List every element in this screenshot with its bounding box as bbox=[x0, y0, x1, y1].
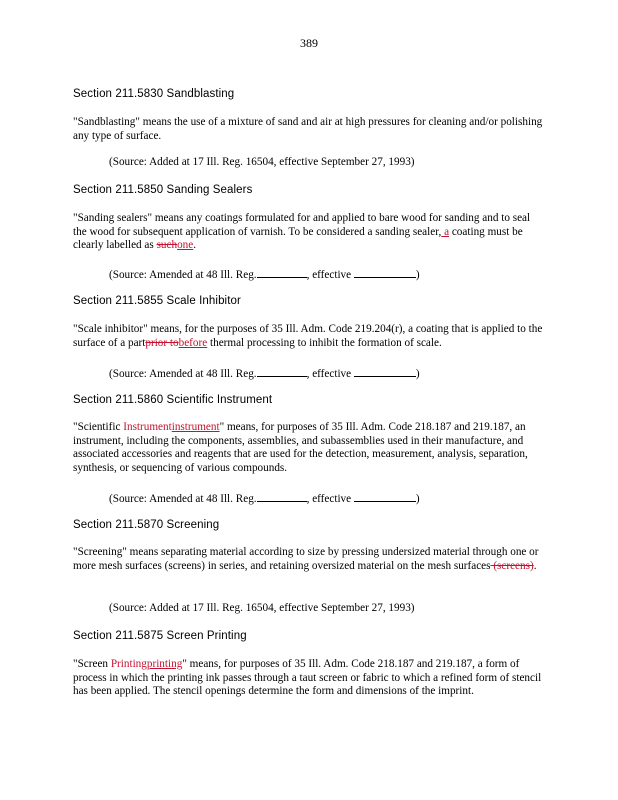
section-heading-sanding-sealers: Section 211.5850 Sanding Sealers bbox=[73, 184, 253, 196]
definition-sandblasting: "Sandblasting" means the use of a mixture of sand and air at high pressures for cleaning and/or polishing any type of surface. bbox=[73, 116, 543, 142]
inserted-text: instrument bbox=[171, 421, 220, 433]
source-text: (Source: Amended at 48 Ill. Reg. bbox=[109, 368, 257, 380]
text-run: coating must be clearly labelled as bbox=[73, 225, 523, 252]
source-text: (Source: Amended at 48 Ill. Reg. bbox=[109, 493, 257, 505]
deleted-text: (screens) bbox=[490, 559, 534, 572]
deleted-text: prior to bbox=[145, 336, 179, 349]
text-run: "Sanding sealers" means any coatings formulated for and applied to bare wood for sanding and to seal the wood for subsequent application of varnish. To be considered a sanding sealer, bbox=[73, 212, 531, 238]
register-blank bbox=[257, 366, 307, 377]
text-run: "Screen bbox=[73, 658, 111, 670]
inserted-text: before bbox=[178, 336, 208, 349]
section-heading-screening: Section 211.5870 Screening bbox=[73, 519, 220, 531]
page-number: 389 bbox=[300, 36, 318, 50]
source-text: , effective bbox=[306, 493, 354, 505]
source-text: (Source: Amended at 48 Ill. Reg. bbox=[109, 269, 257, 281]
source-text: ) bbox=[415, 368, 420, 380]
definition-screen-printing bbox=[73, 658, 543, 699]
section-heading-scale-inhibitor: Section 211.5855 Scale Inhibitor bbox=[73, 295, 241, 307]
definition-sanding-sealers bbox=[73, 212, 543, 253]
source-note-sandblasting: (Source: Added at 17 Ill. Reg. 16504, effective September 27, 1993) bbox=[109, 156, 415, 168]
effective-date-blank bbox=[354, 491, 416, 502]
text-run: "Scale inhibitor" means, for the purposes of 35 Ill. Adm. Code 219.204(r), a coating that is applied to the surface of a part bbox=[73, 323, 543, 349]
source-text: , effective bbox=[306, 368, 354, 380]
text-run: " means, for purposes of 35 Ill. Adm. Code 218.187 and 219.187, a form of process in which the printing ink passes through a taut screen or fabric to which a refined form of stencil has been applied. The stencil openings determine the form and dimensions of the imprint. bbox=[73, 658, 542, 698]
effective-date-blank bbox=[354, 366, 416, 377]
text-run: "Scientific bbox=[73, 421, 124, 433]
text-run: . bbox=[533, 559, 537, 572]
deleted-text: such bbox=[156, 239, 178, 252]
deleted-text: Printing bbox=[110, 658, 147, 670]
source-text: , effective bbox=[306, 269, 354, 281]
section-heading-screen-printing: Section 211.5875 Screen Printing bbox=[73, 630, 247, 642]
effective-date-blank bbox=[354, 267, 416, 278]
register-blank bbox=[257, 267, 307, 278]
inserted-text: one bbox=[177, 239, 194, 252]
text-run: . bbox=[193, 239, 197, 252]
definition-scale-inhibitor bbox=[73, 323, 543, 350]
deleted-text: Instrument bbox=[123, 421, 172, 433]
text-run: thermal processing to inhibit the formation of scale. bbox=[207, 336, 442, 349]
definition-scientific-instrument bbox=[73, 421, 543, 475]
source-text: ) bbox=[415, 493, 420, 505]
section-heading-scientific-instrument: Section 211.5860 Scientific Instrument bbox=[73, 394, 273, 406]
register-blank bbox=[257, 491, 307, 502]
source-note-screening: (Source: Added at 17 Ill. Reg. 16504, effective September 27, 1993) bbox=[109, 602, 415, 614]
source-note-scientific-instrument bbox=[109, 491, 420, 505]
source-note-sanding-sealers bbox=[109, 267, 420, 281]
source-note-scale-inhibitor bbox=[109, 366, 420, 380]
source-text: ) bbox=[415, 269, 420, 281]
text-run: " means, for purposes of 35 Ill. Adm. Code 218.187 and 219.187, an instrument, including the components, assemblies, and subassemblies used in their manufacture, and associated accessories and reagents that are used for the detection, measurement, analysis, separation, synthesis, or sequencing of various compounds. bbox=[73, 421, 528, 474]
inserted-text: a bbox=[441, 225, 450, 238]
inserted-text: printing bbox=[146, 658, 183, 670]
text-run: "Screening" means separating material according to size by pressing undersized material through one or more mesh surfaces (screens) in series, and retaining oversized material on the mesh surfaces bbox=[73, 546, 539, 572]
section-heading-sandblasting: Section 211.5830 Sandblasting bbox=[73, 88, 235, 100]
definition-screening bbox=[73, 546, 543, 573]
